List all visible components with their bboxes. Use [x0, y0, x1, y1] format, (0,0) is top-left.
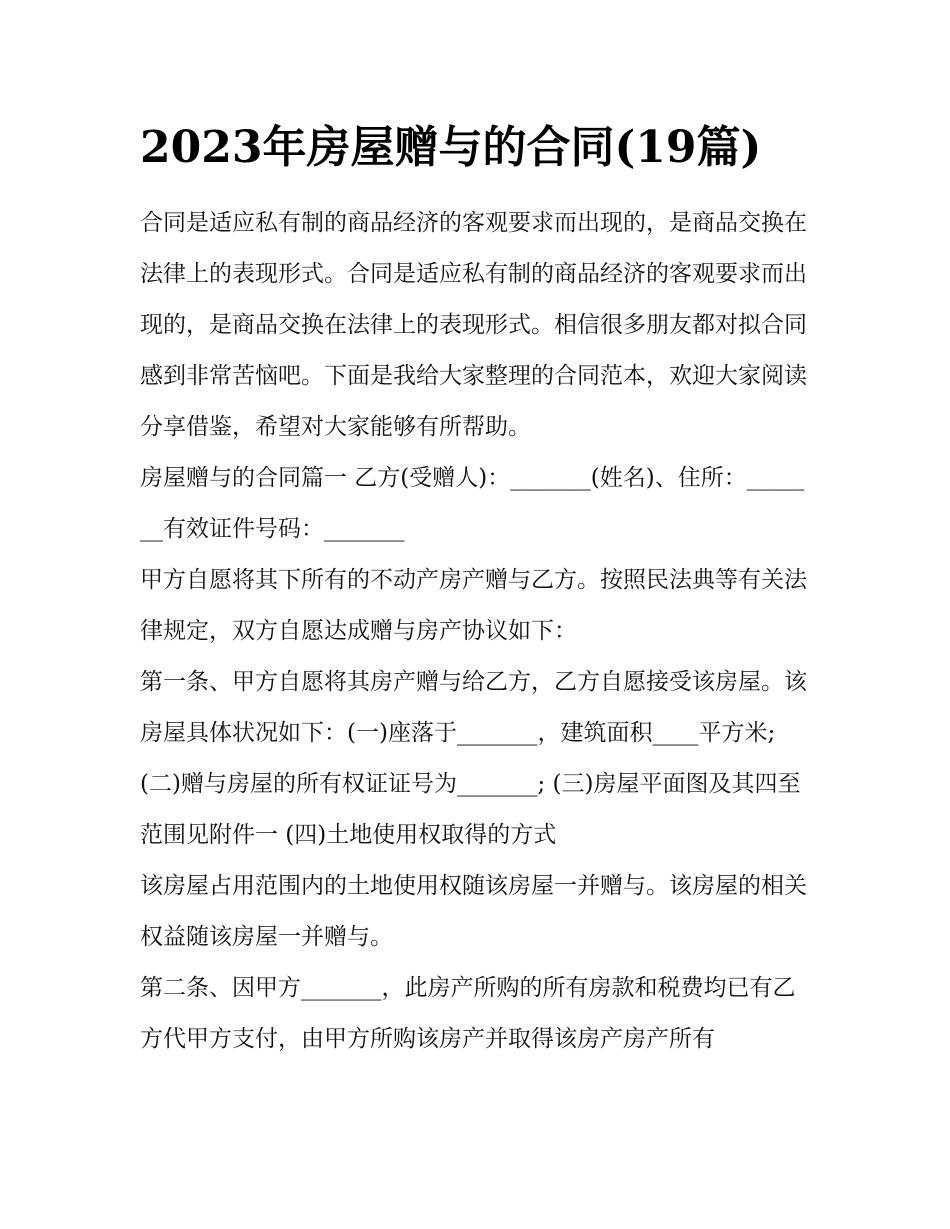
paragraph-intro: 合同是适应私有制的商品经济的客观要求而出现的，是商品交换在法律上的表现形式。合同是适应私有制的商品经济的客观要求而出现的，是商品交换在法律上的表现形式。相信很多朋友都对拟合同感到非常苦恼吧。下面是我给大家整理的合同范本，欢迎大家阅读分享借鉴，希望对大家能够有所帮助。 — [140, 210, 807, 440]
document-body — [140, 198, 815, 1065]
paragraph-article-1: 第一条、甲方自愿将其房产赠与给乙方，乙方自愿接受该房屋。该房屋具体状况如下：(一)座落于_______，建筑面积____平方米; — [140, 669, 807, 746]
paragraph-article-2: 第二条、因甲方_______，此房产所购的所有房款和税费均已有乙方代甲方支付，由甲方所购该房产并取得该房产房产所有 — [140, 975, 796, 1052]
paragraph-article-1-details: (二)赠与房屋的所有权证证号为_______; (三)房屋平面图及其四至范围见附件一 (四)土地使用权取得的方式 — [140, 771, 801, 848]
document-title: 2023年房屋赠与的合同(19篇) — [140, 122, 762, 173]
paragraph-land-rights: 该房屋占用范围内的土地使用权随该房屋一并赠与。该房屋的相关权益随该房屋一并赠与。 — [140, 873, 807, 950]
paragraph-parties: 房屋赠与的合同篇一 乙方(受赠人)：_______(姓名)、住所：_______有效证件号码：_______ — [140, 465, 805, 542]
paragraph-agreement: 甲方自愿将其下所有的不动产房产赠与乙方。按照民法典等有关法律规定，双方自愿达成赠与房产协议如下： — [140, 567, 807, 644]
